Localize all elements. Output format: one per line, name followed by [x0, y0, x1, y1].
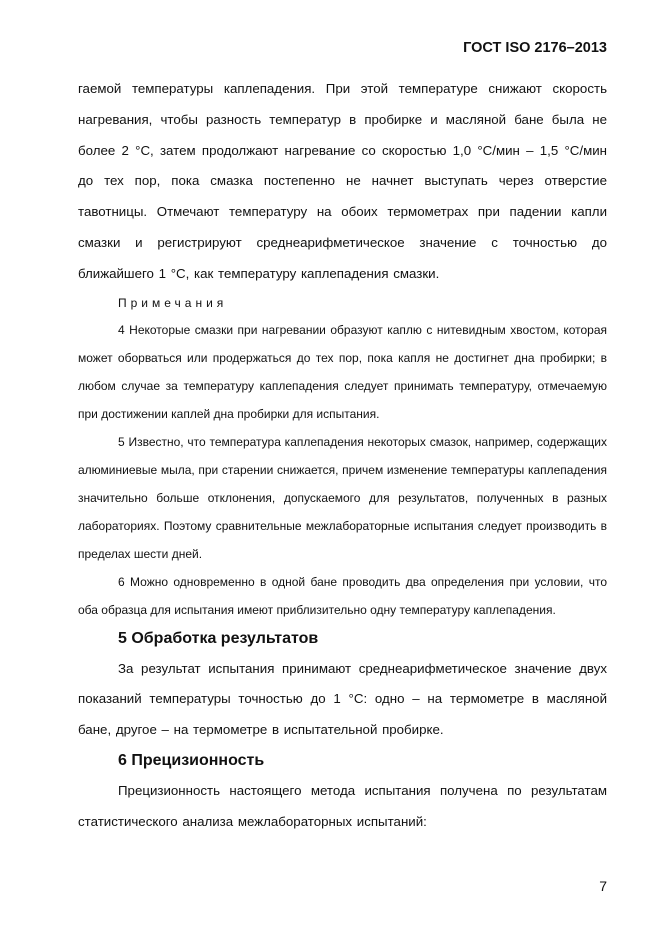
- section-6-heading: 6 Прецизионность: [118, 751, 265, 769]
- note-5: 5 Известно, что температура каплепадения некоторых смазок, например, содержащих алюминиевые мыла, при старении снижается, причем изменение температуры каплепадения значительно больше отклонения, допускаемого для результатов, полученных в разных лабораториях. Поэтому сравнительные межлабораторные испытания следует производить в пределах шести дней.: [78, 434, 607, 561]
- section-5-heading: 5 Обработка результатов: [118, 629, 319, 647]
- section-6-paragraph: Прецизионность настоящего метода испытания получена по результатам статистического анализа межлабораторных испытаний:: [78, 782, 607, 829]
- notes-title: Примечания: [118, 295, 228, 310]
- page-number: 7: [599, 878, 607, 894]
- document-code-header: ГОСТ ISO 2176–2013: [463, 40, 607, 56]
- note-4: 4 Некоторые смазки при нагревании образуют каплю с нитевидным хвостом, которая может оборваться или продержаться до тех пор, пока капля не достигнет дна пробирки; в любом случае за температуру каплепадения следует принимать температуру, отмечаемую при достижении каплей дна пробирки для испытания.: [78, 322, 607, 421]
- section-5-paragraph: За результат испытания принимают среднеарифметическое значение двух показаний температуры точностью до 1 °C: одно – на термометре в масляной бане, другое – на термометре в испытательной пробирке.: [78, 660, 607, 738]
- page-content: [78, 74, 607, 838]
- intro-paragraph: гаемой температуры каплепадения. При этой температуре снижают скорость нагревания, чтобы разность температур в пробирке и масляной бане была не более 2 °C, затем продолжают нагревание со скоростью 1,0 °C/мин – 1,5 °C/мин до тех пор, пока смазка постепенно не начнет выступать через отверстие тавотницы. Отмечают температуру на обоих термометрах при падении капли смазки и регистрируют среднеарифметическое значение с точностью до ближайшего 1 °C, как температуру каплепадения смазки.: [78, 81, 607, 281]
- note-6: 6 Можно одновременно в одной бане проводить два определения при условии, что оба образца для испытания имеют приблизительно одну температуру каплепадения.: [78, 574, 607, 617]
